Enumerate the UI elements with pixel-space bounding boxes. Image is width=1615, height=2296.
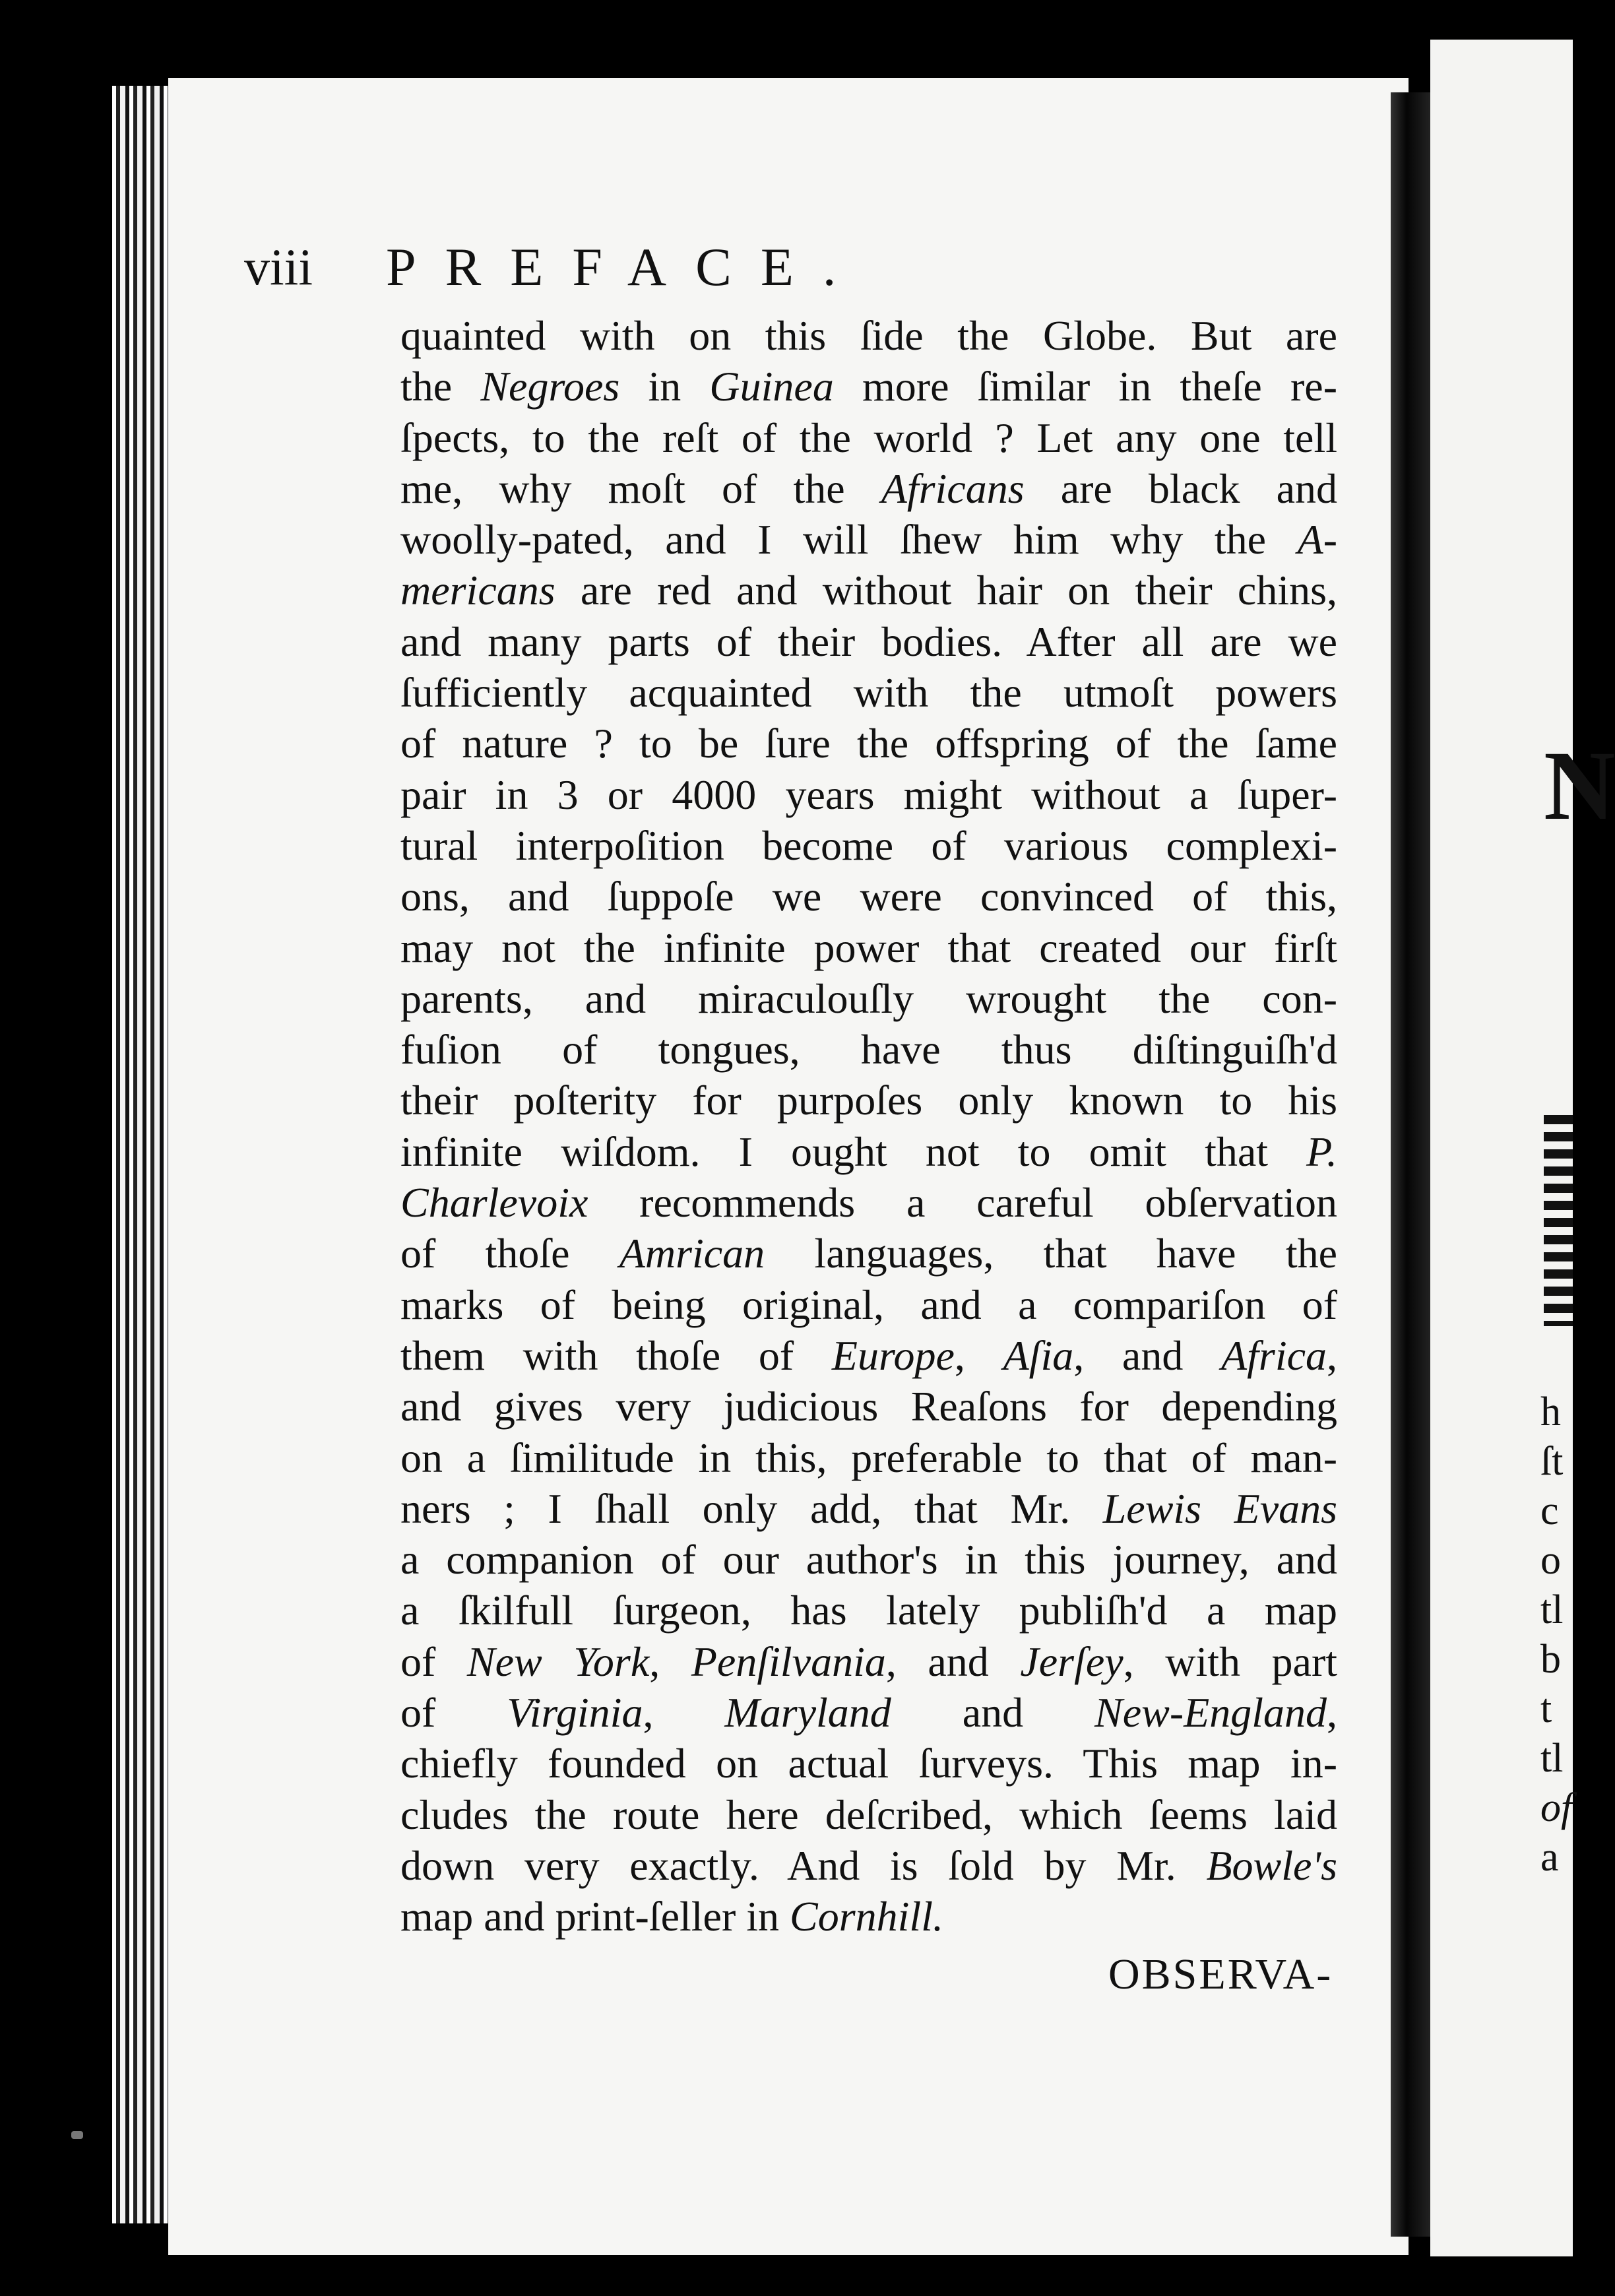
text-run: me, why moſt of the	[400, 464, 881, 512]
text-run: tural interpoſition become of various complexi-	[400, 821, 1337, 869]
text-line	[400, 1075, 1337, 1126]
right-page-initial: N	[1544, 731, 1615, 841]
text-run: of	[400, 1689, 507, 1737]
text-line	[400, 514, 1337, 565]
text-line	[400, 718, 1337, 769]
text-run: pair in 3 or 4000 years might without a ſuper-	[400, 771, 1337, 818]
text-run: in	[619, 363, 710, 410]
page-header	[244, 228, 1141, 307]
italic-run: Maryland	[724, 1689, 891, 1737]
body-text	[400, 310, 1337, 1942]
text-run: , and	[885, 1638, 1021, 1685]
text-run: parents, and miraculouſly wrought the con-	[400, 974, 1337, 1022]
italic-run: mericans	[400, 567, 555, 614]
text-line	[400, 412, 1337, 463]
text-run: on a ſimilitude in this, preferable to that of man-	[400, 1434, 1337, 1481]
text-line	[400, 1024, 1337, 1075]
right-page-line-start: tl	[1540, 1587, 1564, 1632]
text-run: ſpects, to the reſt of the world ? Let any one tell	[400, 414, 1337, 461]
right-page-line-start: of	[1540, 1785, 1573, 1830]
right-page-line-start: a	[1540, 1835, 1559, 1880]
text-run: and many parts of their bodies. After all are we	[400, 618, 1337, 665]
left-page-edges	[112, 86, 168, 2223]
text-run: more ſimilar in theſe re-	[833, 363, 1337, 410]
right-page-line-start: b	[1540, 1637, 1561, 1682]
text-line	[400, 1789, 1337, 1840]
text-run: may not the infinite power that created our firſt	[400, 924, 1337, 971]
book-spine	[1391, 92, 1430, 2237]
text-run: and	[891, 1689, 1095, 1737]
right-page-line-start: c	[1540, 1488, 1559, 1533]
text-run: ſufficiently acquainted with the utmoſt powers	[400, 669, 1337, 717]
text-line	[400, 769, 1337, 820]
italic-run: Africa	[1221, 1331, 1327, 1379]
text-run: ,	[1327, 1331, 1338, 1379]
right-page-ornament	[1544, 1115, 1573, 1326]
text-run: ,	[1327, 1689, 1337, 1737]
text-line	[400, 1177, 1337, 1228]
text-run: recommends a careful obſervation	[588, 1179, 1337, 1227]
right-page-line-start: ſt	[1540, 1439, 1564, 1484]
italic-run: Aſia	[1003, 1331, 1074, 1379]
text-run: of	[400, 1638, 467, 1685]
text-run: ners ; I ſhall only add, that Mr.	[400, 1484, 1103, 1532]
text-line	[400, 565, 1337, 616]
italic-run: Amrican	[619, 1230, 765, 1277]
text-run: of nature ? to be ſure the offspring of the ſame	[400, 720, 1337, 767]
text-run: languages, that have the	[765, 1230, 1338, 1277]
text-run: them with thoſe of	[400, 1331, 832, 1379]
italic-run: Negroes	[480, 363, 620, 410]
text-run: map and print-ſeller in	[400, 1893, 790, 1940]
text-run: and gives very judicious Reaſons for depending	[400, 1383, 1337, 1430]
text-line	[400, 361, 1337, 412]
text-run: ,	[649, 1638, 691, 1685]
text-run: are red and without hair on their chins,	[555, 567, 1337, 614]
text-line	[400, 1279, 1337, 1330]
italic-run: Africans	[881, 464, 1025, 512]
text-run: infinite wiſdom. I ought not to omit that	[400, 1128, 1307, 1175]
text-line	[400, 973, 1337, 1024]
text-run: their poſterity for purpoſes only known to his	[400, 1077, 1337, 1124]
text-line	[400, 1585, 1337, 1636]
italic-run: New York	[466, 1638, 650, 1685]
text-line	[400, 1840, 1337, 1891]
text-line	[400, 1483, 1337, 1534]
text-line	[400, 1330, 1337, 1381]
italic-run: Jerſey	[1020, 1638, 1124, 1685]
italic-run: P.	[1306, 1128, 1337, 1175]
right-page-line-start: tl	[1540, 1736, 1564, 1781]
text-run: quainted with on this ſide the Globe. But are	[400, 312, 1337, 359]
italic-run: Penſilvania	[691, 1638, 886, 1685]
text-run: are black and	[1024, 464, 1337, 512]
text-line	[400, 310, 1337, 361]
text-run: fuſion of tongues, have thus diſtinguiſh'd	[400, 1026, 1337, 1073]
italic-run: Cornhill.	[790, 1893, 943, 1940]
catchword: OBSERVA-	[1108, 1950, 1333, 1998]
italic-run: Lewis Evans	[1102, 1484, 1338, 1532]
text-line	[400, 1636, 1337, 1687]
text-run: cludes the route here deſcribed, which ſeems laid	[400, 1791, 1337, 1838]
scan-speck	[71, 2131, 83, 2139]
text-line	[400, 616, 1337, 667]
text-line	[400, 1432, 1337, 1483]
page-number: viii	[244, 238, 313, 296]
italic-run: Virginia	[507, 1689, 643, 1737]
italic-run: New-England	[1094, 1689, 1327, 1737]
text-line	[400, 1381, 1337, 1432]
text-line	[400, 1534, 1337, 1585]
text-line	[400, 667, 1337, 718]
text-line	[400, 1738, 1337, 1789]
text-run: woolly-pated, and I will ſhew him why the	[400, 516, 1298, 563]
text-run: ons, and ſuppoſe we were convinced of this,	[400, 873, 1337, 920]
text-run: , and	[1073, 1331, 1222, 1379]
italic-run: Charlevoix	[400, 1179, 588, 1227]
italic-run: Europe	[831, 1331, 955, 1379]
right-page-line-start: t	[1540, 1686, 1552, 1731]
right-page-line-start: h	[1540, 1389, 1561, 1434]
text-run: ,	[954, 1331, 1003, 1379]
text-line	[400, 1687, 1337, 1738]
running-title: PREFACE.	[386, 237, 866, 297]
text-line	[400, 820, 1337, 871]
italic-run: Bowle's	[1206, 1841, 1337, 1889]
text-line	[400, 1126, 1337, 1177]
italic-run: Guinea	[709, 363, 834, 410]
text-run: , with part	[1123, 1638, 1338, 1685]
text-run: a companion of our author's in this journey, and	[400, 1536, 1337, 1583]
text-line	[400, 1891, 1337, 1942]
text-line	[400, 871, 1337, 922]
text-run: the	[400, 363, 481, 410]
text-run: down very exactly. And is ſold by Mr.	[400, 1841, 1207, 1889]
text-run: ,	[643, 1689, 725, 1737]
text-line	[400, 922, 1337, 973]
text-run: marks of being original, and a compariſon of	[400, 1281, 1337, 1328]
italic-run: A-	[1297, 516, 1337, 563]
text-run: of thoſe	[400, 1230, 619, 1277]
right-page-line-start: o	[1540, 1538, 1561, 1583]
text-run: a ſkilfull ſurgeon, has lately publiſh'd a map	[400, 1587, 1337, 1634]
text-run: chiefly founded on actual ſurveys. This map in-	[400, 1740, 1337, 1787]
text-line	[400, 463, 1337, 514]
text-line	[400, 1228, 1337, 1279]
